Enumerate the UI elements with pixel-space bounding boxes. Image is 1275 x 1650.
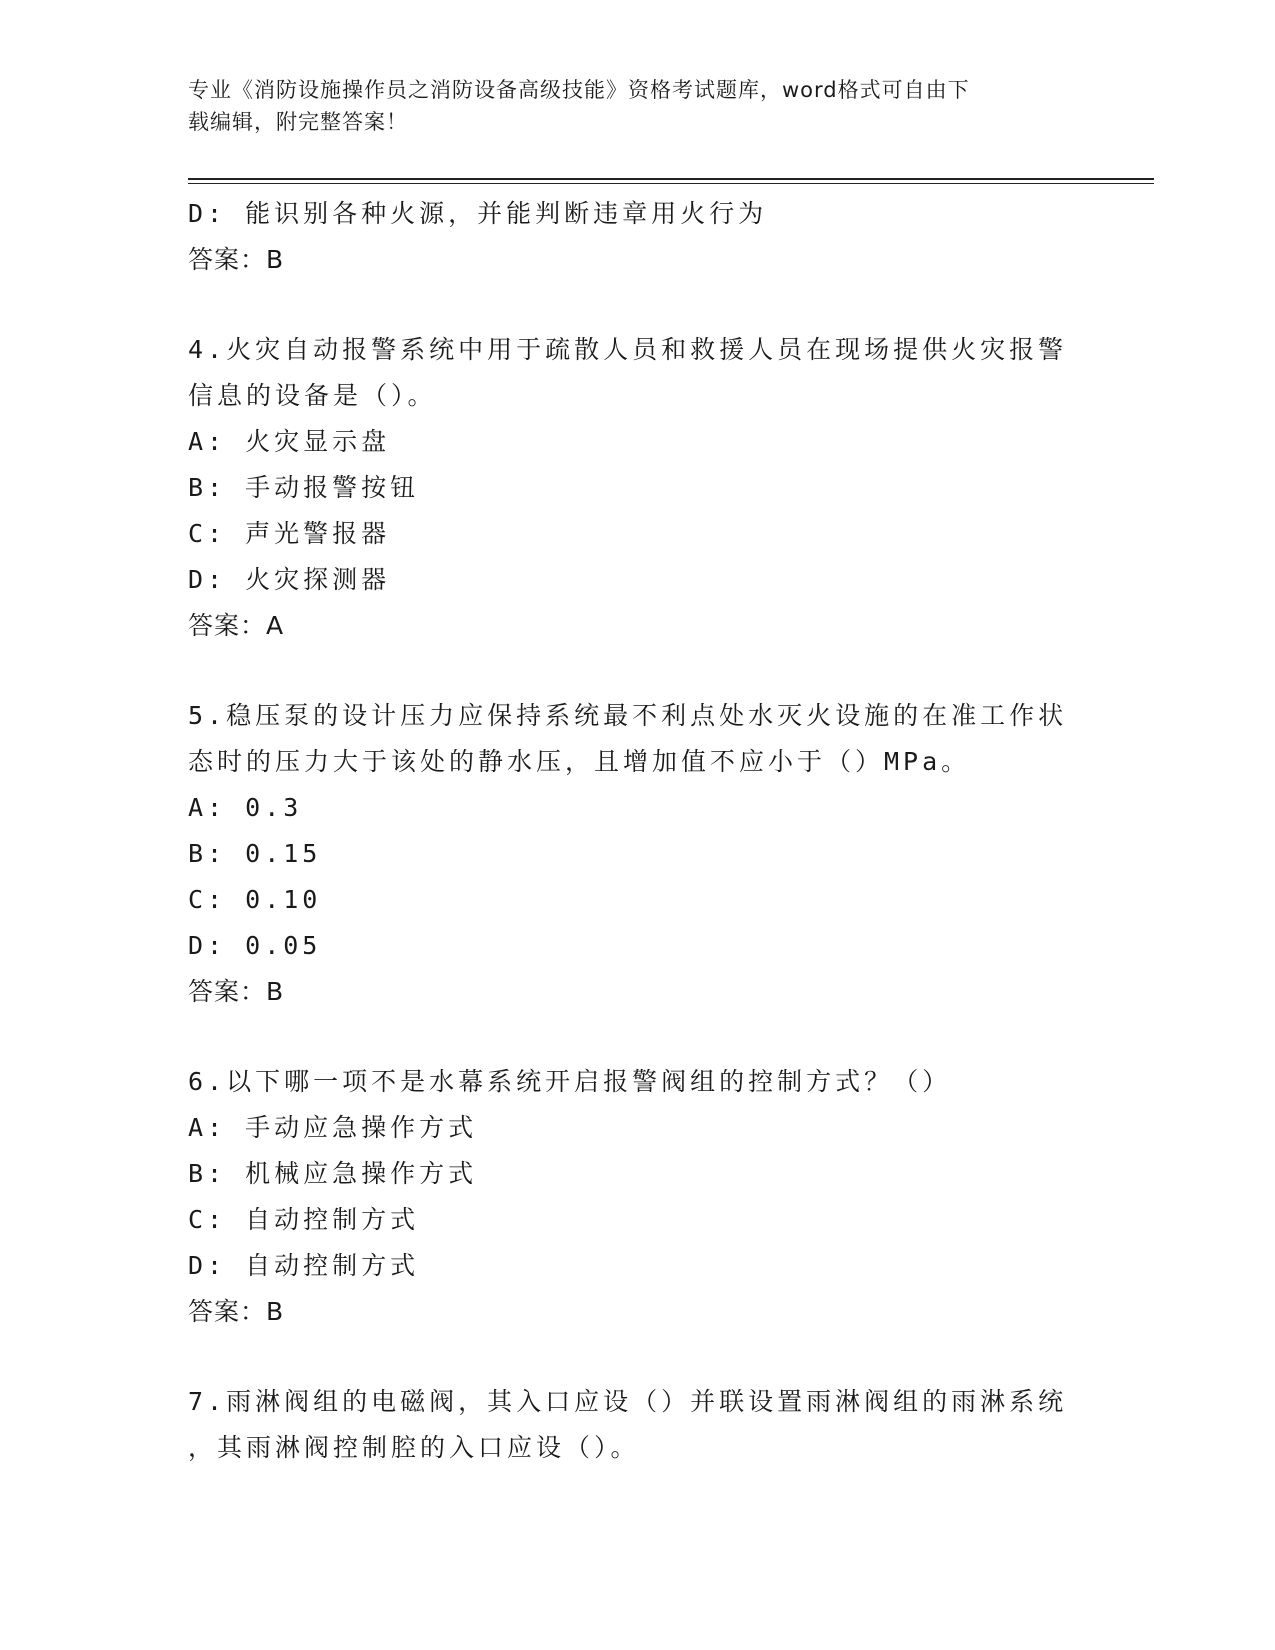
question-stem-line: 6.以下哪一项不是水幕系统开启报警阀组的控制方式？（） [188, 1067, 952, 1096]
header-divider-thin [188, 183, 1154, 184]
question-stem-line: 5.稳压泵的设计压力应保持系统最不利点处水灭火设施的在准工作状 [188, 701, 1068, 730]
question-content [188, 191, 1068, 1471]
option-d: D: 0.05 [188, 931, 322, 960]
question-6 [188, 1059, 1068, 1335]
question-7 [188, 1379, 1068, 1471]
option-b: B: 机械应急操作方式 [188, 1159, 478, 1188]
question-stem-line: 信息的设备是（）。 [188, 381, 437, 410]
answer-line: 答案：B [188, 1297, 285, 1326]
question-stem-line: 态时的压力大于该处的静水压，且增加值不应小于（）MPa。 [188, 747, 971, 776]
question-5 [188, 693, 1068, 1015]
header-divider-thick [188, 178, 1154, 180]
option-c: C: 0.10 [188, 885, 322, 914]
option-b: B: 手动报警按钮 [188, 473, 420, 502]
question-stem-line: 7.雨淋阀组的电磁阀，其入口应设（）并联设置雨淋阀组的雨淋系统 [188, 1387, 1068, 1416]
option-c: C: 声光警报器 [188, 519, 391, 548]
document-header [188, 74, 1068, 138]
option-a: A: 0.3 [188, 793, 303, 822]
option-a: A: 手动应急操作方式 [188, 1113, 478, 1142]
spacer [188, 1335, 1068, 1379]
spacer [188, 649, 1068, 693]
header-line-2: 载编辑，附完整答案！ [188, 110, 408, 134]
option-b: B: 0.15 [188, 839, 322, 868]
answer-line: 答案：B [188, 977, 285, 1006]
question-4 [188, 327, 1068, 649]
option-d: D: 自动控制方式 [188, 1251, 420, 1280]
answer-line: 答案：A [188, 611, 285, 640]
spacer [188, 1015, 1068, 1059]
option-d: D: 火灾探测器 [188, 565, 391, 594]
spacer [188, 283, 1068, 327]
question-stem-line: ，其雨淋阀控制腔的入口应设（）。 [188, 1433, 640, 1462]
question-stem-line: 4.火灾自动报警系统中用于疏散人员和救援人员在现场提供火灾报警 [188, 335, 1068, 364]
header-line-1: 专业《消防设施操作员之消防设备高级技能》资格考试题库，word格式可自由下 [188, 78, 970, 102]
prev-question-answer: 答案：B [188, 245, 285, 274]
option-c: C: 自动控制方式 [188, 1205, 420, 1234]
option-a: A: 火灾显示盘 [188, 427, 391, 456]
prev-question-option-d: D: 能识别各种火源，并能判断违章用火行为 [188, 199, 768, 228]
